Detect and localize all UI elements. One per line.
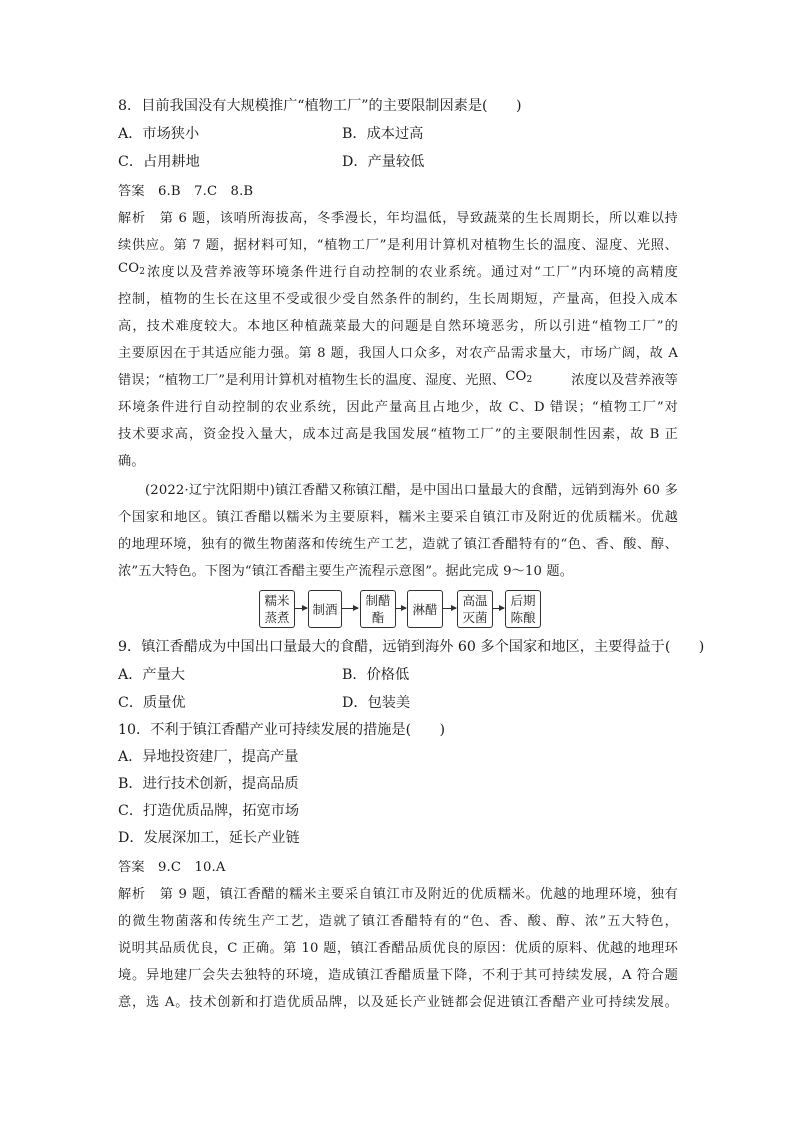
q9-option-d: D．包装美 <box>342 695 411 711</box>
q10-stem: 10．不利于镇江香醋产业可持续发展的措施是( ) <box>118 722 446 738</box>
analysis1-line-2: 续供应。第 7 题，据材料可知，“植物工厂”是利用计算机对植物生长的温度、湿度、光照、 <box>118 238 678 253</box>
analysis2-line-3: 说明其品质优良，C 正确。第 10 题，镇江香醋品质优良的原因：优质的原料、优越的地理环 <box>118 941 678 956</box>
analysis2-line-2: 的微生物菌落和传统生产工艺，造就了镇江香醋特有的“色、香、酸、醇、浓”五大特色， <box>118 914 678 929</box>
analysis1-line-7-text: 错误；“植物工厂”是利用计算机对植物生长的温度、湿度、光照、 <box>118 373 506 388</box>
flow-step-6: 后期陈酿 <box>505 590 541 628</box>
answer-6-8: 答案 6.B 7.C 8.B <box>118 184 254 199</box>
analysis1-line-8: 环境条件进行自动控制的农业系统，因此产量高且占地少，故 C、D 错误；“植物工厂”对 <box>118 400 678 415</box>
flow-arrow-1 <box>295 608 307 609</box>
q10-option-c: C．打造优质品牌，拓宽市场 <box>118 803 300 819</box>
q8-option-d: D．产量较低 <box>342 154 425 170</box>
analysis1-line-5: 高，技术难度较大。本地区种植蔬菜最大的问题是自然环境恶劣，所以引进“植物工厂”的 <box>118 319 678 334</box>
material-line-1: (2022·辽宁沈阳期中)镇江香醋又称镇江醋，是中国出口量最大的食醋，远销到海外 60 多 <box>145 483 678 498</box>
analysis2-line-1: 解析 第 9 题，镇江香醋的糯米主要采自镇江市及附近的优质糯米。优越的地理环境，独有 <box>118 887 678 902</box>
q10-option-b: B．进行技术创新，提高品质 <box>118 776 299 792</box>
material-line-4: 浓”五大特色。下图为“镇江香醋主要生产流程示意图”。据此完成 9～10 题。 <box>118 564 574 579</box>
analysis1-line-10: 确。 <box>118 454 145 469</box>
co2-formula: $CO_2$ <box>118 261 146 277</box>
analysis2-line-5: 意，选 A。技术创新和打造优质品牌，以及延长产业链都会促进镇江香醋产业可持续发展。 <box>118 995 678 1010</box>
flow-arrow-3 <box>396 608 406 609</box>
q8-stem: 8．目前我国没有大规模推广“植物工厂”的主要限制因素是( ) <box>118 98 522 114</box>
flow-step-3: 制醋酯 <box>360 590 396 628</box>
q9-option-c: C．质量优 <box>118 695 186 711</box>
analysis1-line-3 <box>118 261 678 280</box>
analysis1-line-9: 技术要求高，资金投入量大，成本过高是我国发展“植物工厂”的主要限制性因素，故 B 正 <box>118 427 678 442</box>
flow-step-1: 糯米蒸煮 <box>259 590 295 628</box>
analysis1-line-4: 控制，植物的生长在这里不受或很少受自然条件的制约，生长周期短，产量高，但投入成本 <box>118 292 678 307</box>
co2-formula-2: $CO_2$ <box>505 369 533 385</box>
analysis1-line-1: 解析 第 6 题，该哨所海拔高，冬季漫长，年均温低，导致蔬菜的生长周期长，所以难以持 <box>118 211 678 226</box>
q10-option-d: D．发展深加工，延长产业链 <box>118 830 300 846</box>
q10-option-a: A．异地投资建厂，提高产量 <box>118 749 299 765</box>
analysis1-line-7-tail: 浓度以及营养液等 <box>571 373 678 388</box>
flow-arrow-4 <box>443 608 456 609</box>
flow-step-4: 淋醋 <box>407 590 443 628</box>
flow-step-5: 高温灭菌 <box>457 590 493 628</box>
q9-option-a: A．产量大 <box>118 667 185 683</box>
q9-option-b: B．价格低 <box>342 667 410 683</box>
analysis1-line-6: 主要原因在于其适应能力强。第 8 题，我国人口众多，对农产品需求量大，市场广阔，故 A <box>118 346 678 361</box>
analysis1-line-3-text: 浓度以及营养液等环境条件进行自动控制的农业系统。通过对“工厂”内环境的高精度 <box>147 265 678 280</box>
flow-arrow-5 <box>493 608 504 609</box>
material-line-3: 的地理环境，独有的微生物菌落和传统生产工艺，造就了镇江香醋特有的“色、香、酸、醇、 <box>118 537 678 552</box>
q8-option-b: B．成本过高 <box>342 126 424 142</box>
q8-option-a: A．市场狭小 <box>118 126 200 142</box>
q8-option-c: C．占用耕地 <box>118 154 200 170</box>
material-line-2: 个国家和地区。镇江香醋以糯米为主要原料，糯米主要采自镇江市及附近的优质糯米。优越 <box>118 510 678 525</box>
q9-stem: 9．镇江香醋成为中国出口量最大的食醋，远销到海外 60 多个国家和地区，主要得益于( ) <box>118 639 705 655</box>
analysis2-line-4: 境。异地建厂会失去独特的环境，造成镇江香醋质量下降，不利于其可持续发展，A 符合题 <box>118 968 678 983</box>
flow-step-2: 制酒 <box>308 590 342 628</box>
answer-9-10: 答案 9.C 10.A <box>118 860 226 875</box>
analysis1-line-7 <box>118 369 678 388</box>
flow-arrow-2 <box>342 608 358 609</box>
